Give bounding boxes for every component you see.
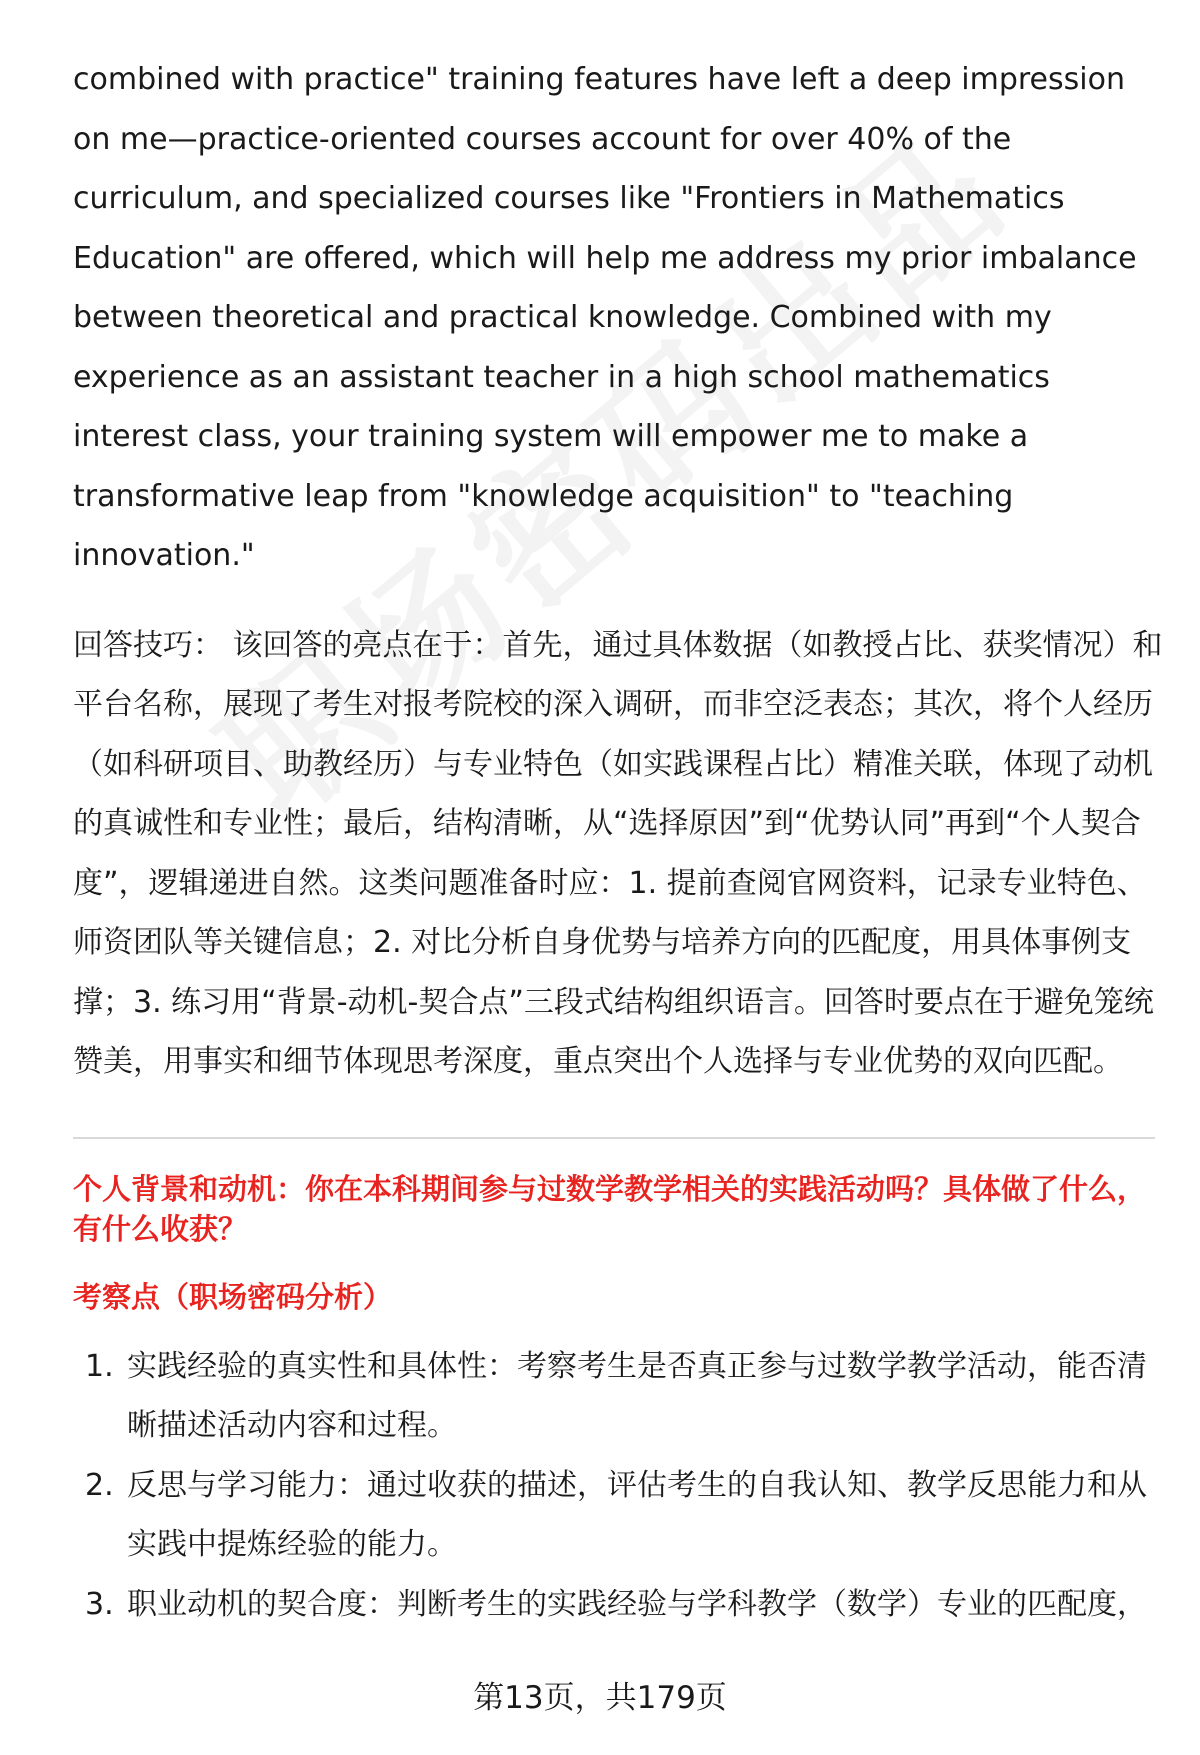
list-item-text: 反思与学习能力：通过收获的描述，评估考生的自我认知、教学反思能力和从实践中提炼经验的能力。	[127, 1467, 1147, 1562]
list-number: 1.	[85, 1348, 114, 1384]
list-item-text: 实践经验的真实性和具体性：考察考生是否真正参与过数学教学活动，能否清晰描述活动内容和过程。	[127, 1348, 1147, 1443]
section-divider	[73, 1137, 1155, 1139]
list-item-text: 职业动机的契合度：判断考生的实践经验与学科教学（数学）专业的匹配度，	[127, 1586, 1147, 1622]
english-answer-paragraph: combined with practice" training features have left a deep impression on me—practice-oriented courses account for over 40% of the curriculum, and specialized courses like "Frontiers in Mathematics Education" are offered, which will help me address my prior imbalance between theoretical and practical knowledge. Combined with my experience as an assistant teacher in a high school mathematics interest class, your training system will empower me to make a transformative leap from "knowledge acquisition" to "teaching innovation."	[73, 62, 1137, 573]
page-footer: 第13页，共179页	[473, 1680, 727, 1716]
document-page	[73, 50, 1163, 1634]
answer-tips-paragraph: 回答技巧： 该回答的亮点在于：首先，通过具体数据（如教授占比、获奖情况）和平台名称，展现了考生对报考院校的深入调研，而非空泛表态；其次，将个人经历（如科研项目、助教经历）与专业特色（如实践课程占比）精准关联，体现了动机的真诚性和专业性；最后，结构清晰，从“选择原因”到“优势认同”再到“个人契合度”，逻辑递进自然。这类问题准备时应：1. 提前查阅官网资料，记录专业特色、师资团队等关键信息；2. 对比分析自身优势与培养方向的匹配度，用具体事例支撑；3. 练习用“背景-动机-契合点”三段式结构组织语言。回答时要点在于避免笼统赞美，用事实和细节体现思考深度，重点突出个人选择与专业优势的双向匹配。	[73, 627, 1163, 1079]
list-item	[73, 1575, 1163, 1635]
list-number: 2.	[85, 1467, 114, 1503]
list-item	[73, 1456, 1163, 1575]
list-item	[73, 1337, 1163, 1456]
list-number: 3.	[85, 1586, 114, 1622]
section-title: 考察点（职场密码分析）	[73, 1279, 393, 1314]
interview-question: 个人背景和动机：你在本科期间参与过数学教学相关的实践活动吗？具体做了什么，有什么收获？	[73, 1171, 1147, 1246]
assessment-points-list	[73, 1337, 1163, 1635]
